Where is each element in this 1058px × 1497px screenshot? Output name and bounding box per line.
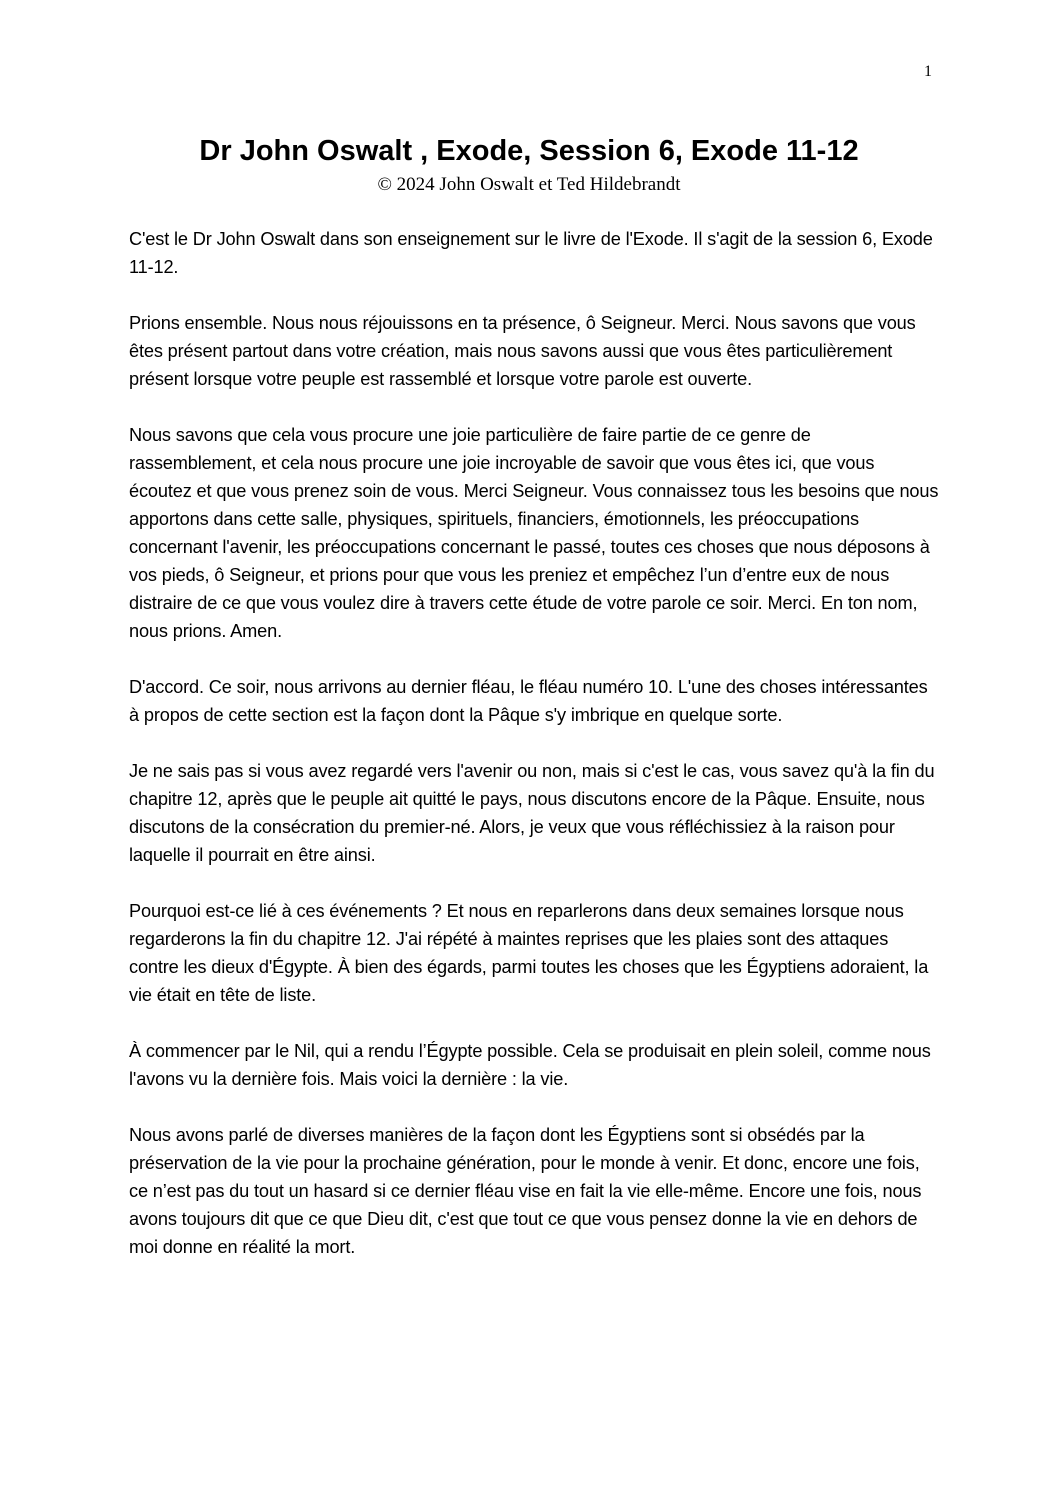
paragraph-tenth-plague: D'accord. Ce soir, nous arrivons au dernier fléau, le fléau numéro 10. L'une des choses intéressantes à propos de cette section est la façon dont la Pâque s'y imbrique en quelque sorte.: [129, 677, 928, 725]
page-number: 1: [924, 63, 932, 80]
paragraph-intro: C'est le Dr John Oswalt dans son enseignement sur le livre de l'Exode. Il s'agit de la session 6, Exode 11-12.: [129, 229, 933, 277]
paragraph-nile: À commencer par le Nil, qui a rendu l’Égypte possible. Cela se produisait en plein soleil, comme nous l'avons vu la dernière fois. Mais voici la dernière : la vie.: [129, 1041, 931, 1089]
document-body: [129, 225, 941, 1289]
paragraph-prayer-opening: Prions ensemble. Nous nous réjouissons en ta présence, ô Seigneur. Merci. Nous savons que vous êtes présent partout dans votre création, mais nous savons aussi que vous êtes particulièrement présent lorsque votre peuple est rassemblé et lorsque votre parole est ouverte.: [129, 313, 916, 389]
paragraph-gods-of-egypt: Pourquoi est-ce lié à ces événements ? Et nous en reparlerons dans deux semaines lorsque nous regarderons la fin du chapitre 12. J'ai répété à maintes reprises que les plaies sont des attaques contre les dieux d'Égypte. À bien des égards, parmi toutes les choses que les Égyptiens adoraient, la vie était en tête de liste.: [129, 901, 929, 1005]
paragraph-chapter-12: Je ne sais pas si vous avez regardé vers l'avenir ou non, mais si c'est le cas, vous savez qu'à la fin du chapitre 12, après que le peuple ait quitté le pays, nous discutons encore de la Pâque. Ensuite, nous discutons de la consécration du premier-né. Alors, je veux que vous réfléchissiez à la raison pour laquelle il pourrait en être ainsi.: [129, 761, 935, 865]
paragraph-prayer-body: Nous savons que cela vous procure une joie particulière de faire partie de ce genre de rassemblement, et cela nous procure une joie incroyable de savoir que vous êtes ici, que vous écoutez et que vous prenez soin de vous. Merci Seigneur. Vous connaissez tous les besoins que nous apportons dans cette salle, physiques, spirituels, financiers, émotionnels, les préoccupations concernant l'avenir, les préoccupations concernant le passé, toutes ces choses que nous déposons à vos pieds, ô Seigneur, et prions pour que vous les preniez et empêchez l’un d’entre eux de nous distraire de ce que vous voulez dire à travers cette étude de votre parole ce soir. Merci. En ton nom, nous prions. Amen.: [129, 425, 939, 641]
copyright-line: © 2024 John Oswalt et Ted Hildebrandt: [377, 174, 681, 195]
document-title: Dr John Oswalt , Exode, Session 6, Exode 11-12: [199, 135, 859, 167]
paragraph-life-and-death: Nous avons parlé de diverses manières de la façon dont les Égyptiens sont si obsédés par la préservation de la vie pour la prochaine génération, pour le monde à venir. Et donc, encore une fois, ce n’est pas du tout un hasard si ce dernier fléau vise en fait la vie elle-même. Encore une fois, nous avons toujours dit que ce que Dieu dit, c'est que tout ce que vous pensez donne la vie en dehors de moi donne en réalité la mort.: [129, 1125, 922, 1257]
